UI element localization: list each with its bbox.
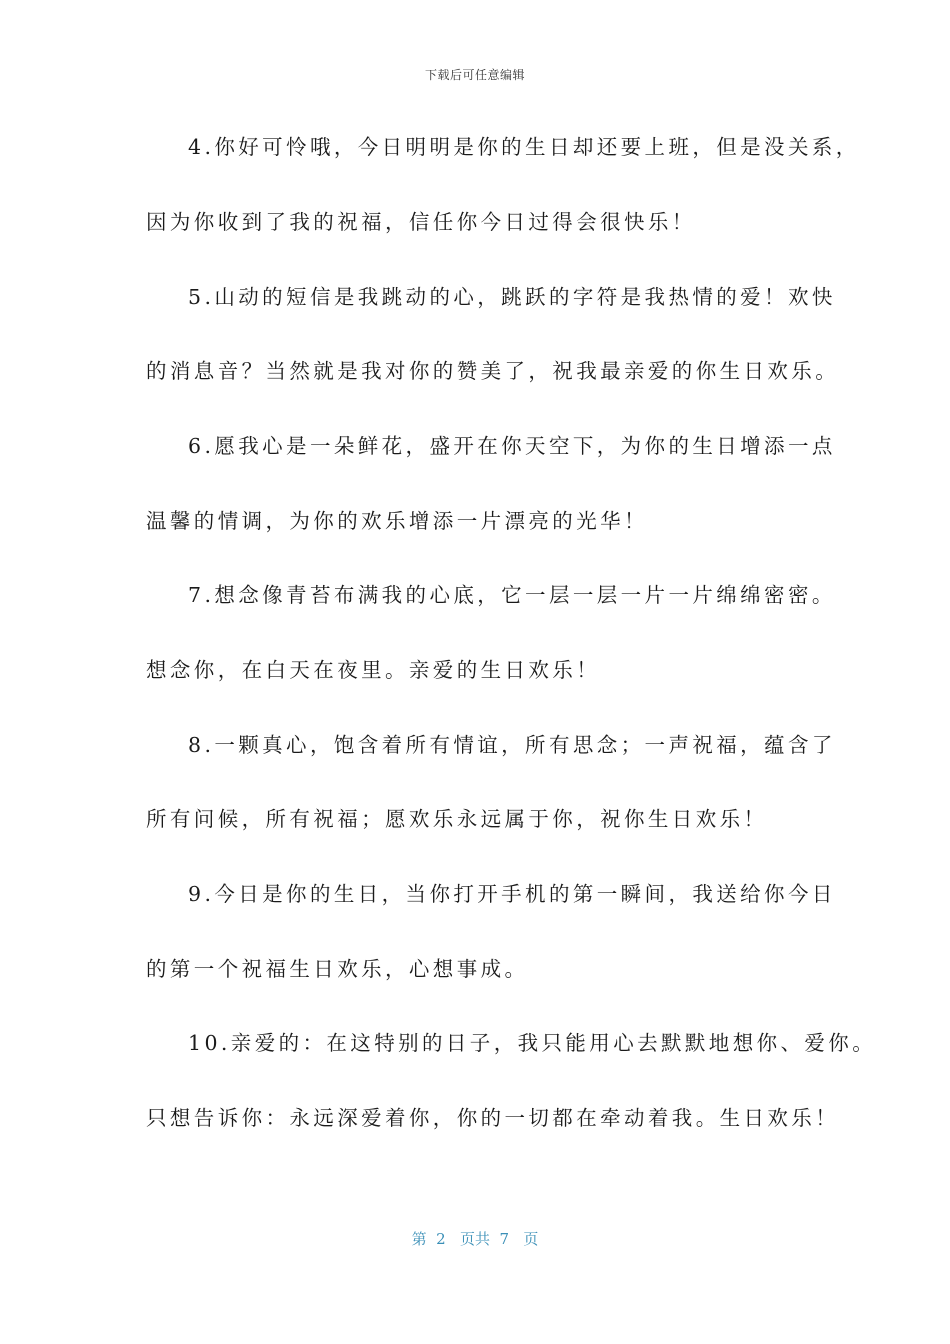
page-header: 下载后可任意编辑 bbox=[424, 68, 525, 82]
paragraph-5-line-1: 5.山动的短信是我跳动的心，跳跃的字符是我热情的爱！欢快 bbox=[188, 285, 836, 309]
paragraph-7-line-2: 想念你，在白天在夜里。亲爱的生日欢乐！ bbox=[146, 658, 601, 682]
paragraph-5-line-2: 的消息音？当然就是我对你的赞美了，祝我最亲爱的你生日欢乐。 bbox=[146, 359, 840, 383]
paragraph-9-line-2: 的第一个祝福生日欢乐，心想事成。 bbox=[146, 957, 529, 981]
paragraph-4-line-2: 因为你收到了我的祝福，信任你今日过得会很快乐！ bbox=[146, 210, 696, 234]
paragraph-8-line-2: 所有问候，所有祝福；愿欢乐永远属于你，祝你生日欢乐！ bbox=[146, 807, 768, 831]
paragraph-10-line-1: 10.亲爱的：在这特别的日子，我只能用心去默默地想你、爱你。 bbox=[188, 1031, 877, 1055]
page-number-footer: 第 2 页共 7 页 bbox=[411, 1230, 539, 1248]
paragraph-7-line-1: 7.想念像青苔布满我的心底，它一层一层一片一片绵绵密密。 bbox=[188, 583, 836, 607]
paragraph-8-line-1: 8.一颗真心，饱含着所有情谊，所有思念；一声祝福，蕴含了 bbox=[188, 733, 836, 757]
paragraph-6-line-1: 6.愿我心是一朵鲜花，盛开在你天空下，为你的生日增添一点 bbox=[188, 434, 836, 458]
paragraph-10-line-2: 只想告诉你：永远深爱着你，你的一切都在牵动着我。生日欢乐！ bbox=[146, 1106, 840, 1130]
paragraph-9-line-1: 9.今日是你的生日，当你打开手机的第一瞬间，我送给你今日 bbox=[188, 882, 836, 906]
paragraph-6-line-2: 温馨的情调，为你的欢乐增添一片漂亮的光华！ bbox=[146, 509, 648, 533]
paragraph-4-line-1: 4.你好可怜哦，今日明明是你的生日却还要上班，但是没关系， bbox=[188, 135, 860, 159]
